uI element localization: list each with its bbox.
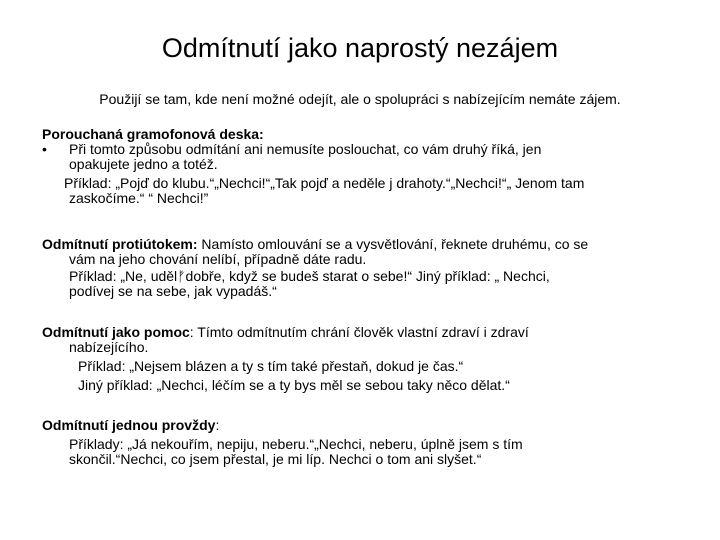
section-heading: Porouchaná gramofonová deska: <box>42 126 264 142</box>
section-refusal-as-help <box>42 325 682 393</box>
section-paragraph <box>42 418 682 433</box>
example-text: Příklad: „Pojď do klubu.“„Nechci!“„Tak pojď a neděle j drahoty.“„Nechci!“„ Jenom tam <box>64 175 585 191</box>
example-text-continuation: zaskočíme.“ “ Nechci!” <box>69 190 209 206</box>
bullet-text-continuation: opakujete jedno a totéž. <box>69 156 218 172</box>
example-text-continuation: Jiný příklad: „Nechci, léčím se a ty bys měl se sebou taky něco dělat.“ <box>78 377 510 393</box>
section-text: : <box>215 417 220 433</box>
example-text: Příklady: „Já nekouřím, nepiju, neberu.“„Nechci, neberu, úplně jsem s tím <box>69 436 523 452</box>
section-counterattack <box>42 237 682 299</box>
section-text: : Tímto odmítnutím chrání člověk vlastní zdraví i zdraví <box>189 324 529 340</box>
section-heading: Odmítnutí protiútokem: <box>42 236 198 252</box>
slide-title: Odmítnutí jako naprostý nezájem <box>161 33 559 63</box>
section-heading: Odmítnutí jako pomoc <box>42 324 190 340</box>
example-text: Příklad: „Nejsem blázen a ty s tím také přestaň, dokud je čas.“ <box>78 358 464 374</box>
section-heading: Odmítnutí jednou provždy <box>42 417 216 433</box>
bullet-marker: • <box>42 141 47 157</box>
section-broken-record <box>42 127 682 206</box>
example-text-continuation: skončil.“Nechci, co jsem přestal, je mi líp. Nechci o tom ani slyšet.“ <box>69 451 482 467</box>
bullet-item <box>42 142 682 157</box>
slide-subtitle: Použijí se tam, kde není možné odejít, ale o spolupráci s nabízejícím nemáte zájem. <box>99 91 621 107</box>
section-text: Namísto omlouvání se a vysvětlování, řeknete druhému, co se <box>197 236 589 252</box>
bullet-text: Při tomto způsobu odmítání ani nemusíte poslouchat, co vám druhý říká, jen <box>69 141 542 157</box>
section-text-continuation: vám na jeho chování nelíbí, případně dáte radu. <box>69 251 367 267</box>
section-text-continuation: nabízejícího. <box>69 339 149 355</box>
section-paragraph <box>42 325 682 340</box>
section-once-and-for-all <box>42 418 682 467</box>
example-text-continuation: podívej se na sebe, jak vypadáš.“ <box>69 283 277 299</box>
example-text: Příklad: „Ne, udělᚠdobře, když se budeš starat o sebe!“ Jiný příklad: „ Nechci, <box>69 268 550 284</box>
section-paragraph <box>42 237 682 252</box>
